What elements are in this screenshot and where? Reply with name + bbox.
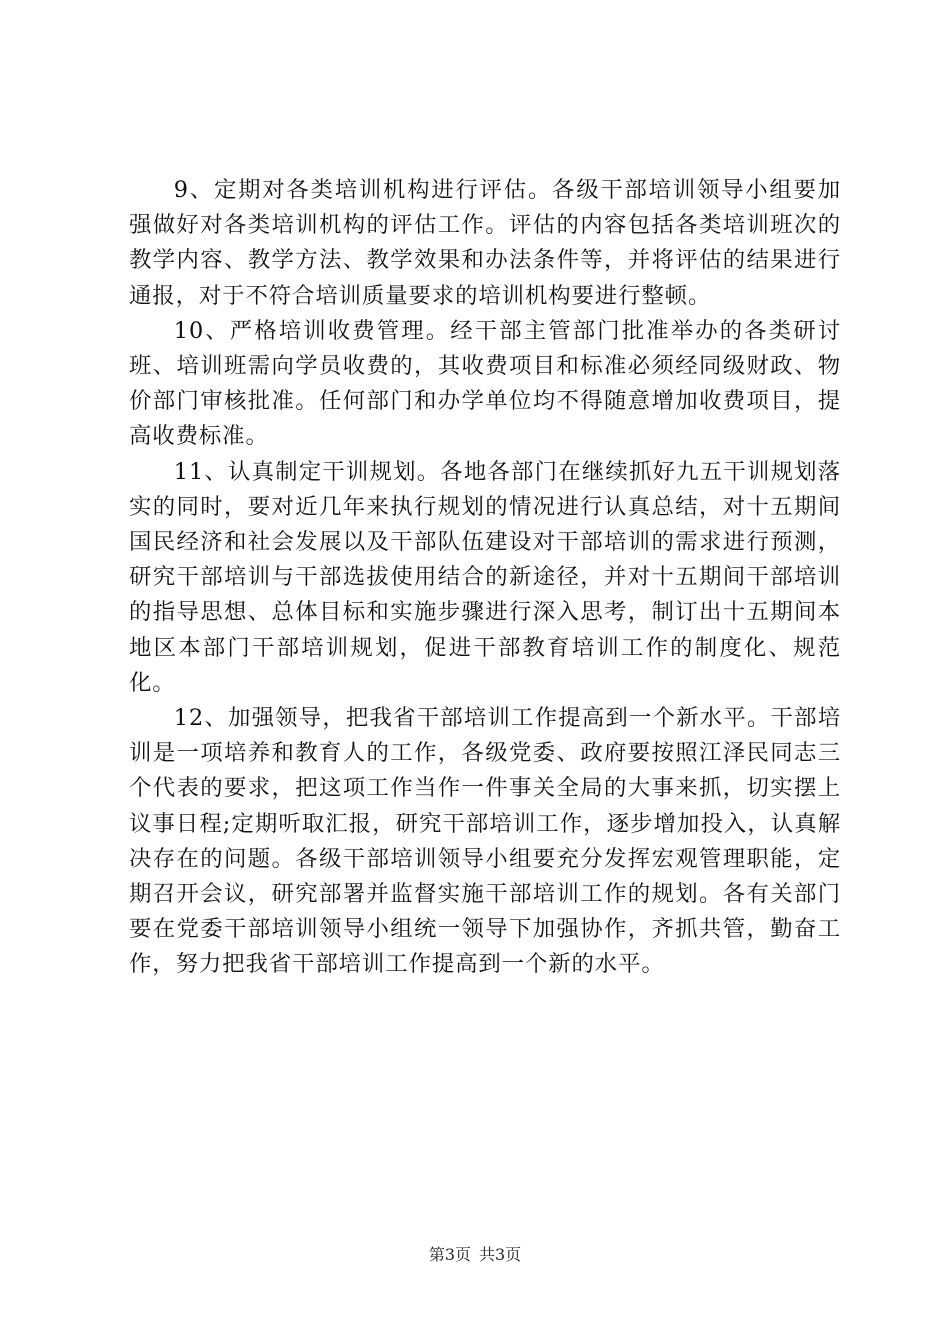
- paragraph-10: 10、严格培训收费管理。经干部主管部门批准举办的各类研讨班、培训班需向学员收费的，其收费项目和标准必须经同级财政、物价部门审核批准。任何部门和办学单位均不得随意增加收费项目，提高收费标准。: [129, 317, 841, 450]
- page-number: 第3页: [428, 1245, 471, 1264]
- page-footer: [0, 1245, 950, 1265]
- paragraph-12: 12、加强领导，把我省干部培训工作提高到一个新水平。干部培训是一项培养和教育人的工作，各级党委、政府要按照江泽民同志三个代表的要求，把这项工作当作一件事关全局的大事来抓，切实摆上议事日程;定期听取汇报，研究干部培训工作，逐步增加投入，认真解决存在的问题。各级干部培训领导小组要充分发挥宏观管理职能，定期召开会议，研究部署并监督实施干部培训工作的规划。各有关部门要在党委干部培训领导小组统一领导下加强协作，齐抓共管，勤奋工作，努力把我省干部培训工作提高到一个新的水平。: [129, 705, 841, 978]
- paragraph-9: 9、定期对各类培训机构进行评估。各级干部培训领导小组要加强做好对各类培训机构的评估工作。评估的内容包括各类培训班次的教学内容、教学方法、教学效果和办法条件等，并将评估的结果进行通报，对于不符合培训质量要求的培训机构要进行整顿。: [129, 177, 841, 309]
- paragraph-11: 11、认真制定干训规划。各地各部门在继续抓好九五干训规划落实的同时，要对近几年来执行规划的情况进行认真总结，对十五期间国民经济和社会发展以及干部队伍建设对干部培训的需求进行预测，研究干部培训与干部选拔使用结合的新途径，并对十五期间干部培训的指导思想、总体目标和实施步骤进行深入思考，制订出十五期间本地区本部门干部培训规划，促进干部教育培训工作的制度化、规范化。: [129, 458, 841, 696]
- page-total: 共3页: [479, 1245, 522, 1264]
- document-body: [129, 173, 841, 983]
